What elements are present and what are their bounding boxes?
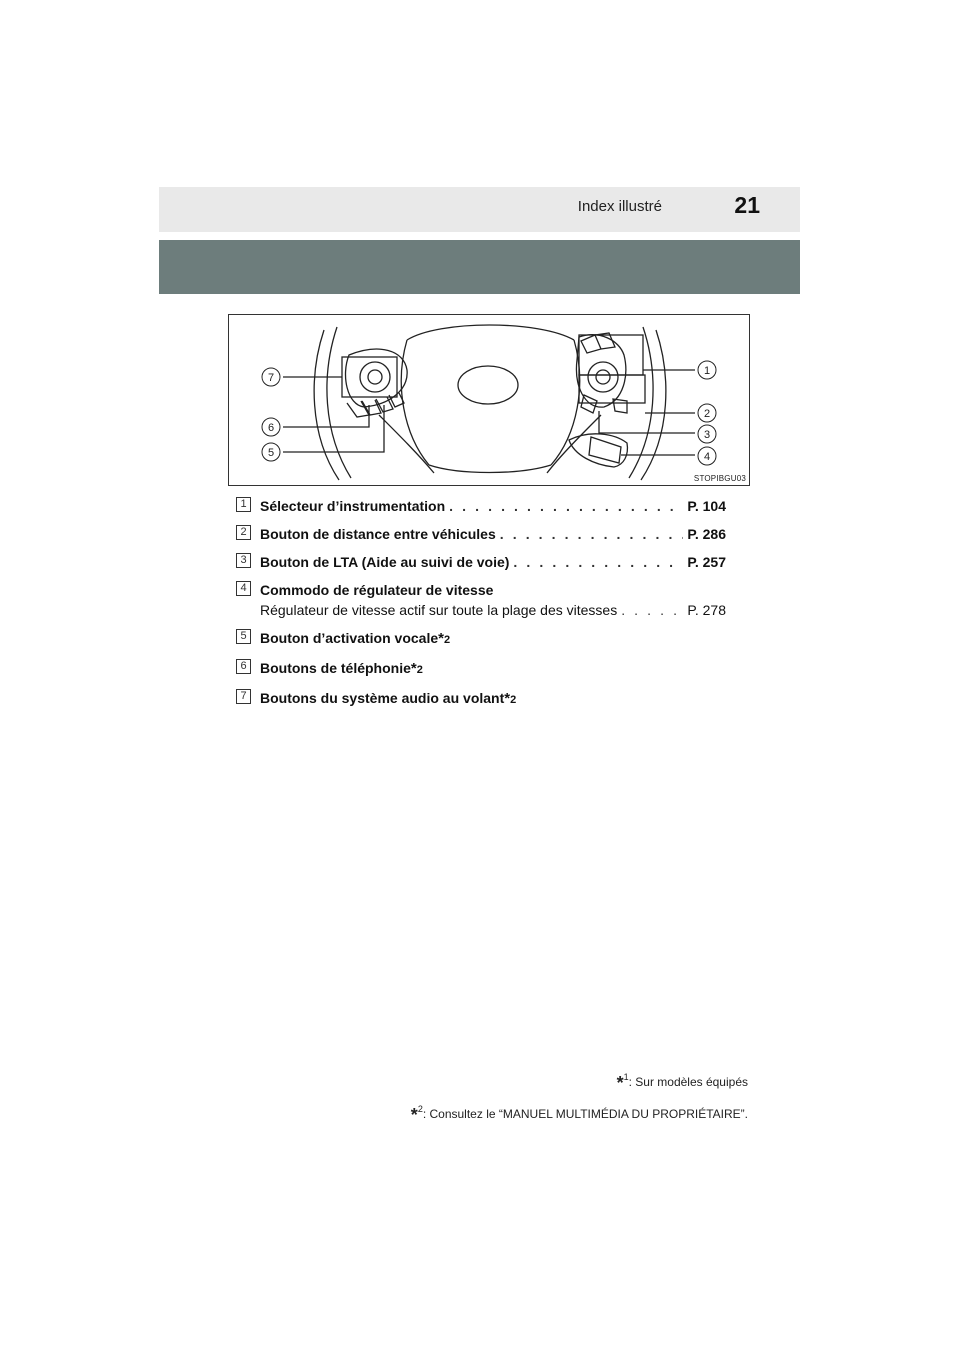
footnote-mark: *2 <box>504 690 517 707</box>
item-number: 4 <box>236 581 251 596</box>
footnotes <box>411 1064 748 1128</box>
item-label: Bouton de LTA (Aide au suivi de voie) <box>260 554 510 570</box>
list-item <box>236 688 726 710</box>
callout-6: 6 <box>267 422 275 434</box>
item-label: Bouton d’activation vocale <box>260 630 439 646</box>
page-header <box>159 187 800 232</box>
callout-4: 4 <box>703 451 711 463</box>
leader-dots <box>449 496 683 516</box>
list-item <box>236 580 726 620</box>
list-item <box>236 496 726 516</box>
leader-dots <box>621 600 683 620</box>
item-number: 3 <box>236 553 251 568</box>
footnote-mark: *2 <box>438 630 451 647</box>
item-label: Commodo de régulateur de vitesse <box>260 582 494 598</box>
item-label: Boutons de téléphonie <box>260 660 411 676</box>
footnote-mark: *2 <box>410 660 423 677</box>
figure-code: STOPIBGU03 <box>693 474 746 483</box>
list-item <box>236 524 726 544</box>
item-number: 6 <box>236 659 251 674</box>
callout-5: 5 <box>267 447 275 459</box>
page-ref[interactable]: P. 286 <box>687 526 726 542</box>
chapter-title-bar <box>159 240 800 294</box>
item-label: Bouton de distance entre véhicules <box>260 526 496 542</box>
item-number: 1 <box>236 497 251 512</box>
list-item <box>236 658 726 680</box>
callout-3: 3 <box>703 429 711 441</box>
callout-1: 1 <box>703 365 711 377</box>
callout-2: 2 <box>703 408 711 420</box>
item-number: 7 <box>236 689 251 704</box>
item-sub-label: Régulateur de vitesse actif sur toute la plage des vitesses <box>260 602 618 618</box>
steering-wheel-drawing <box>229 315 750 486</box>
leader-dots <box>513 552 683 572</box>
page-number: 21 <box>734 192 760 218</box>
page-ref[interactable]: P. 278 <box>687 602 726 618</box>
list-item <box>236 552 726 572</box>
item-list <box>236 496 726 718</box>
item-number: 2 <box>236 525 251 540</box>
footnote-2: *$^2$: Consultez le “MANUEL MULTIMÉDIA DU PROPRIÉTAIRE”. <box>410 1104 748 1125</box>
item-label: Sélecteur d’instrumentation <box>260 498 446 514</box>
item-number: 5 <box>236 629 251 644</box>
page-ref[interactable]: P. 257 <box>687 554 726 570</box>
item-label: Boutons du système audio au volant <box>260 690 505 706</box>
footnote-1: *$^1$: Sur modèles équipés <box>616 1072 748 1093</box>
callout-7: 7 <box>267 372 275 384</box>
page-ref[interactable]: P. 104 <box>687 498 726 514</box>
steering-wheel-illustration <box>228 314 750 486</box>
list-item <box>236 628 726 650</box>
leader-dots <box>500 524 684 544</box>
section-title: Index illustré <box>577 198 662 215</box>
